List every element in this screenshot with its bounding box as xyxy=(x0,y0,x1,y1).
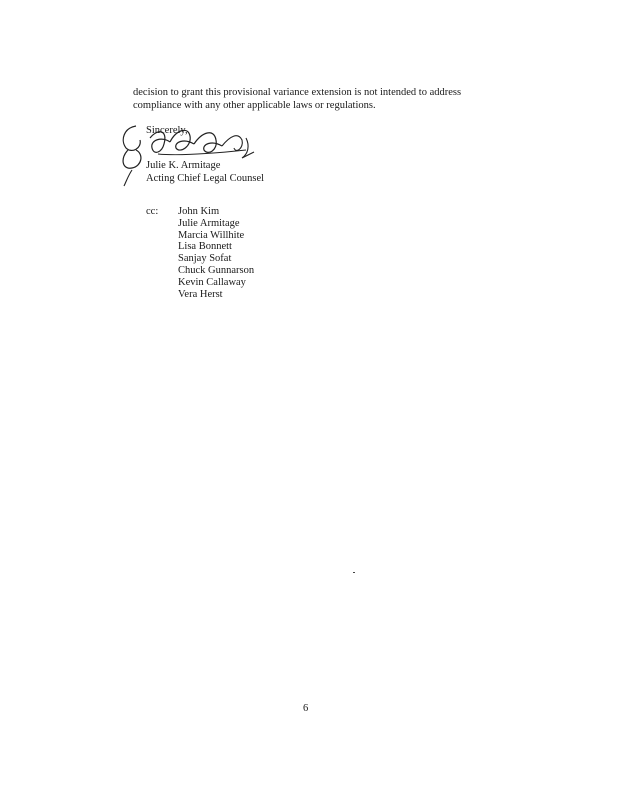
page-number: 6 xyxy=(303,703,309,714)
cc-recipient: Sanjay Sofat xyxy=(178,253,232,265)
cc-recipient: Chuck Gunnarson xyxy=(178,264,255,276)
closing-paragraph xyxy=(133,86,493,112)
cc-recipient: Kevin Callaway xyxy=(178,276,246,288)
cc-recipient: Marcia Willhite xyxy=(178,229,245,241)
cc-recipient: Julie Armitage xyxy=(178,217,240,229)
scan-speck xyxy=(353,572,355,573)
cc-recipient: John Kim xyxy=(178,206,220,217)
closing-salutation: Sincerely, xyxy=(146,125,188,136)
signatory-title: Acting Chief Legal Counsel xyxy=(146,173,265,184)
signatory-name: Julie K. Armitage xyxy=(146,160,221,171)
cc-recipient: Vera Herst xyxy=(178,288,223,300)
body-line: decision to grant this provisional variance extension is not intended to address xyxy=(133,87,462,98)
cc-recipient: Lisa Bonnett xyxy=(178,241,232,253)
signature-block xyxy=(146,159,264,185)
cc-label: cc: xyxy=(146,206,159,217)
body-line: compliance with any other applicable laws or regulations. xyxy=(133,100,376,111)
cc-recipient-list xyxy=(178,206,254,300)
